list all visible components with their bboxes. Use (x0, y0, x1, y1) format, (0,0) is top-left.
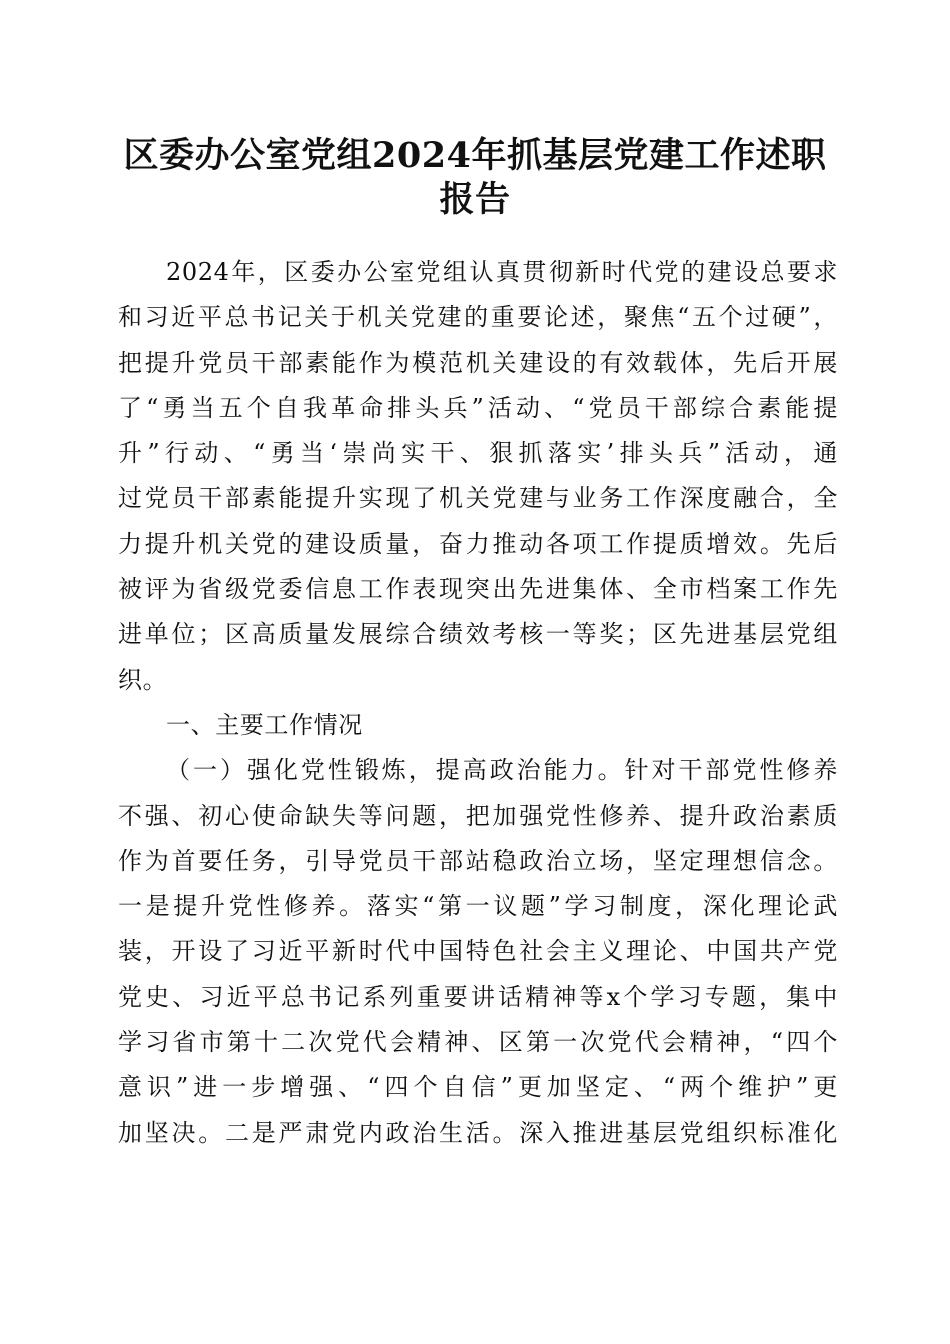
document-title (100, 134, 850, 222)
intro-line: 升”行动、“勇当‘崇尚实干、狠抓落实’排头兵”活动，通 (118, 439, 838, 468)
section-line: 一是提升党性修养。落实“第一议题”学习制度，深化理论武 (118, 892, 838, 921)
intro-line: 了“勇当五个自我革命排头兵”活动、“党员干部综合素能提 (118, 393, 838, 422)
section-line: 装，开设了习近平新时代中国特色社会主义理论、中国共产党 (118, 937, 838, 966)
section-line: 党史、习近平总书记系列重要讲话精神等x个学习专题，集中 (118, 982, 838, 1011)
intro-line: 织。 (118, 665, 168, 694)
intro-line: 和习近平总书记关于机关党建的重要论述，聚焦“五个过硬”， (118, 303, 838, 332)
intro-line: 2024年，区委办公室党组认真贯彻新时代党的建设总要求 (166, 258, 838, 286)
section-line: 意识”进一步增强、“四个自信”更加坚定、“两个维护”更 (118, 1073, 838, 1102)
section-line: 不强、初心使命缺失等问题，把加强党性修养、提升政治素质 (118, 801, 838, 830)
section-line: （一）强化党性锻炼，提高政治能力。针对干部党性修养 (166, 756, 838, 785)
section-heading: 一、主要工作情况 (166, 710, 363, 739)
document-body (118, 250, 838, 1156)
section-line: 加坚决。二是严肃党内政治生活。深入推进基层党组织标准化 (118, 1118, 838, 1147)
title-line-1: 区委办公室党组2024年抓基层党建工作述职 (123, 135, 827, 176)
intro-line: 过党员干部素能提升实现了机关党建与业务工作深度融合，全 (118, 484, 838, 513)
title-line-2: 报告 (439, 179, 511, 220)
intro-paragraph (118, 250, 838, 703)
intro-line: 被评为省级党委信息工作表现突出先进集体、全市档案工作先 (118, 575, 838, 604)
section-paragraph (118, 748, 838, 1156)
intro-line: 力提升机关党的建设质量，奋力推动各项工作提质增效。先后 (118, 529, 838, 558)
section-line: 学习省市第十二次党代会精神、区第一次党代会精神，“四个 (118, 1028, 838, 1057)
section-line: 作为首要任务，引导党员干部站稳政治立场，坚定理想信念。 (118, 846, 838, 875)
intro-line: 进单位；区高质量发展综合绩效考核一等奖；区先进基层党组 (118, 620, 838, 649)
intro-line: 把提升党员干部素能作为模范机关建设的有效载体，先后开展 (118, 348, 838, 377)
